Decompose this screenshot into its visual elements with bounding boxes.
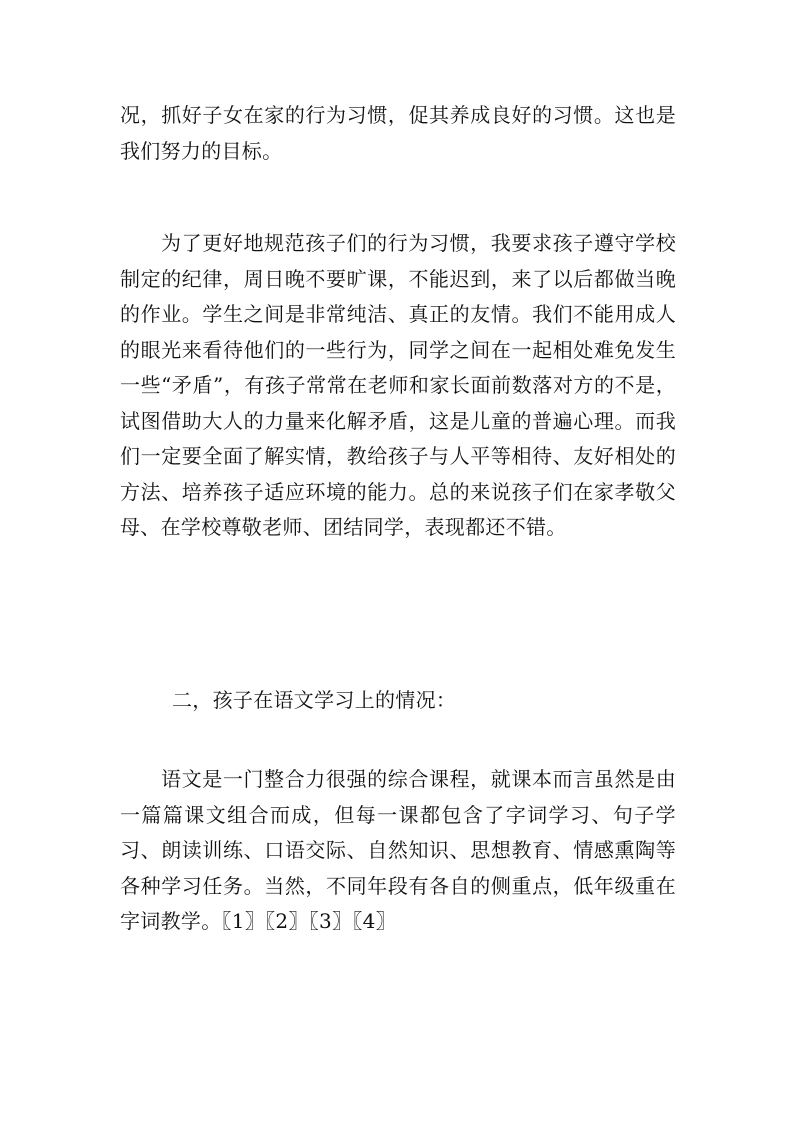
paragraph-continuation: 况，抓好子女在家的行为习惯，促其养成良好的习惯。这也是我们努力的目标。 [120, 103, 676, 163]
section-heading-chinese-learning: 二，孩子在语文学习上的情况： [172, 688, 457, 712]
paragraph-behavior-habits: 为了更好地规范孩子们的行为习惯，我要求孩子遵守学校制定的纪律，周日晚不要旷课，不能迟到，来了以后都做当晚的作业。学生之间是非常纯洁、真正的友情。我们不能用成人的眼光来看待他们的一些行为，同学之间在一起相处难免发生一些“矛盾”，有孩子常常在老师和家长面前数落对方的不是，试图借助大人的力量来化解矛盾，这是儿童的普遍心理。而我们一定要全面了解实情，教给孩子与人平等相待、友好相处的方法、培养孩子适应环境的能力。总的来说孩子们在家孝敬父母、在学校尊敬老师、团结同学，表现都还不错。 [120, 231, 676, 539]
paragraph-chinese-course: 语文是一门整合力很强的综合课程，就课本而言虽然是由一篇篇课文组合而成，但每一课都包含了字词学习、句子学习、朗读训练、口语交际、自然知识、思想教育、情感熏陶等各种学习任务。当然，不同年段有各自的侧重点，低年级重在字词教学。〖1〗〖2〗〖3〗〖4〗 [120, 767, 676, 933]
